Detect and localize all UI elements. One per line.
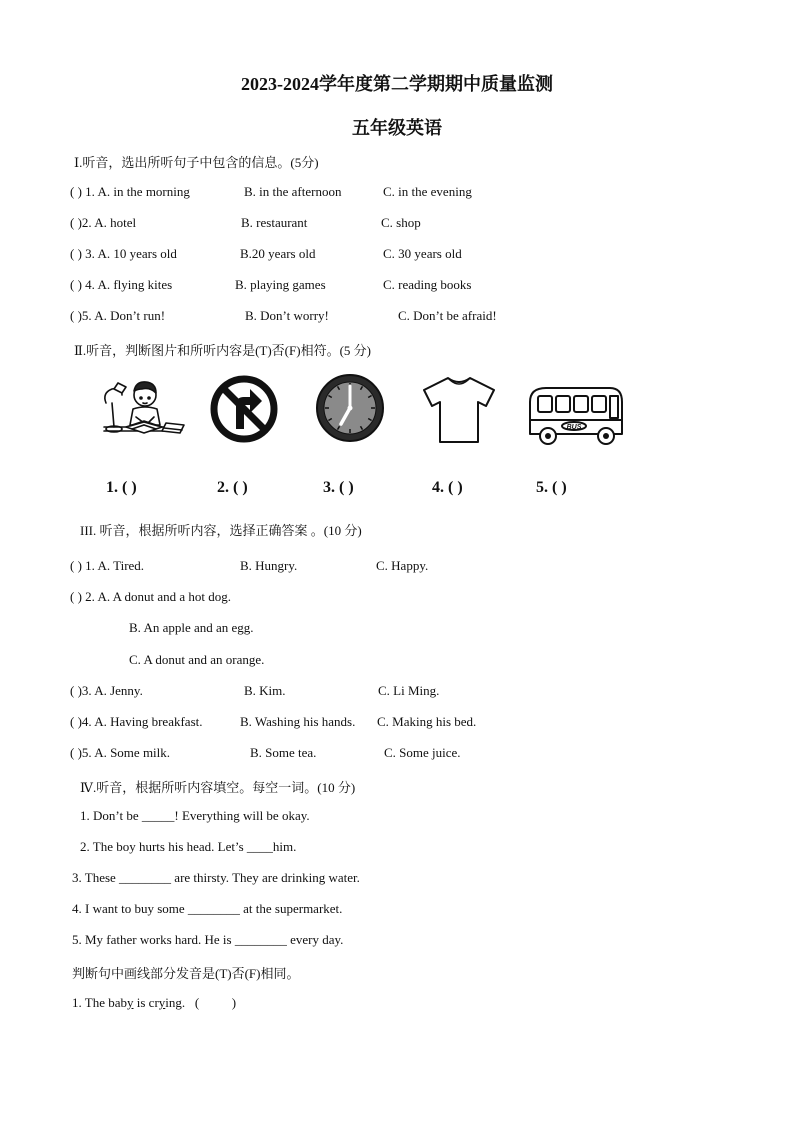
picture-answer-1: 1. ( ): [106, 479, 137, 496]
question-option-b: B. An apple and an egg.: [129, 620, 254, 635]
picture-answer-5: 5. ( ): [536, 479, 567, 496]
question-option-c: C. 30 years old: [383, 246, 462, 261]
question-option-c: C. shop: [381, 215, 421, 230]
question-option-c: C. Making his bed.: [377, 714, 477, 729]
question-option-a: ( ) 1. A. in the morning: [70, 184, 190, 199]
fill-blank-item: 5. My father works hard. He is ________ every day.: [72, 932, 344, 947]
question-option-a: ( ) 1. A. Tired.: [70, 558, 145, 573]
part5-heading: 判断句中画线部分发音是(T)否(F)相同。: [72, 966, 300, 981]
question-option-b: B. Kim.: [244, 683, 286, 698]
question-option-b: B. playing games: [235, 277, 326, 292]
question-option-c: C. Don’t be afraid!: [398, 308, 497, 323]
fill-blank-item: 4. I want to buy some ________ at the supermarket.: [72, 901, 343, 916]
question-option-b: B. in the afternoon: [244, 184, 342, 199]
bus-label: BUS: [566, 424, 582, 431]
question-option-c: C. Some juice.: [384, 745, 461, 760]
question-option-c: C. in the evening: [383, 184, 472, 199]
clock-icon: [314, 372, 386, 444]
question-option-a: ( )5. A. Don’t run!: [70, 308, 166, 323]
sentence-part: ing. ( ): [165, 995, 237, 1010]
question-option-a: ( )5. A. Some milk.: [70, 745, 171, 760]
question-option-c: C. Li Ming.: [378, 683, 440, 698]
fill-blank-item: 2. The boy hurts his head. Let’s ____him.: [80, 839, 297, 854]
underlined-letter: y: [127, 995, 134, 1010]
part3-heading: III. 听音，根据所听内容，选择正确答案 。(10 分): [80, 523, 362, 538]
sentence-part: 1. The bab: [72, 995, 127, 1010]
exam-title: 2023-2024学年度第二学期期中质量监测: [241, 74, 553, 94]
question-option-c: C. reading books: [383, 277, 472, 292]
picture-answer-2: 2. ( ): [217, 479, 248, 496]
exam-subtitle: 五年级英语: [352, 118, 442, 138]
question-option-b: B. Washing his hands.: [240, 714, 356, 729]
fill-blank-item: 1. Don’t be _____! Everything will be okay.: [80, 808, 310, 823]
part1-heading: Ⅰ.听音，选出所听句子中包含的信息。(5分): [74, 155, 319, 170]
boy-reading-icon: [100, 373, 190, 445]
question-option-a: ( ) 4. A. flying kites: [70, 277, 173, 292]
question-option-c: C. Happy.: [376, 558, 429, 573]
question-option-b: B. restaurant: [241, 215, 308, 230]
question-option-b: B. Don’t worry!: [245, 308, 329, 323]
t-shirt-icon: [420, 372, 498, 446]
bus-icon: [524, 384, 628, 448]
question-option-a: ( ) 2. A. A donut and a hot dog.: [70, 589, 232, 604]
question-option-a: ( )2. A. hotel: [70, 215, 137, 230]
sentence-part: is cr: [133, 995, 159, 1010]
picture-answer-3: 3. ( ): [323, 479, 354, 496]
part2-heading: Ⅱ.听音，判断图片和所听内容是(T)否(F)相符。(5 分): [74, 343, 371, 358]
pronunciation-item: [72, 995, 236, 1011]
no-right-turn-icon: [208, 373, 280, 445]
fill-blank-item: 3. These ________ are thirsty. They are drinking water.: [72, 870, 360, 885]
part4-heading: Ⅳ.听音，根据所听内容填空。每空一词。(10 分): [80, 780, 356, 795]
underlined-letter: y: [158, 995, 166, 1010]
question-option-a: ( )3. A. Jenny.: [70, 683, 143, 698]
question-option-b: B. Some tea.: [250, 745, 317, 760]
question-option-b: B.20 years old: [240, 246, 316, 261]
question-option-a: ( )4. A. Having breakfast.: [70, 714, 203, 729]
question-option-c: C. A donut and an orange.: [129, 652, 265, 667]
picture-answer-4: 4. ( ): [432, 479, 463, 496]
question-option-a: ( ) 3. A. 10 years old: [70, 246, 177, 261]
question-option-b: B. Hungry.: [240, 558, 298, 573]
